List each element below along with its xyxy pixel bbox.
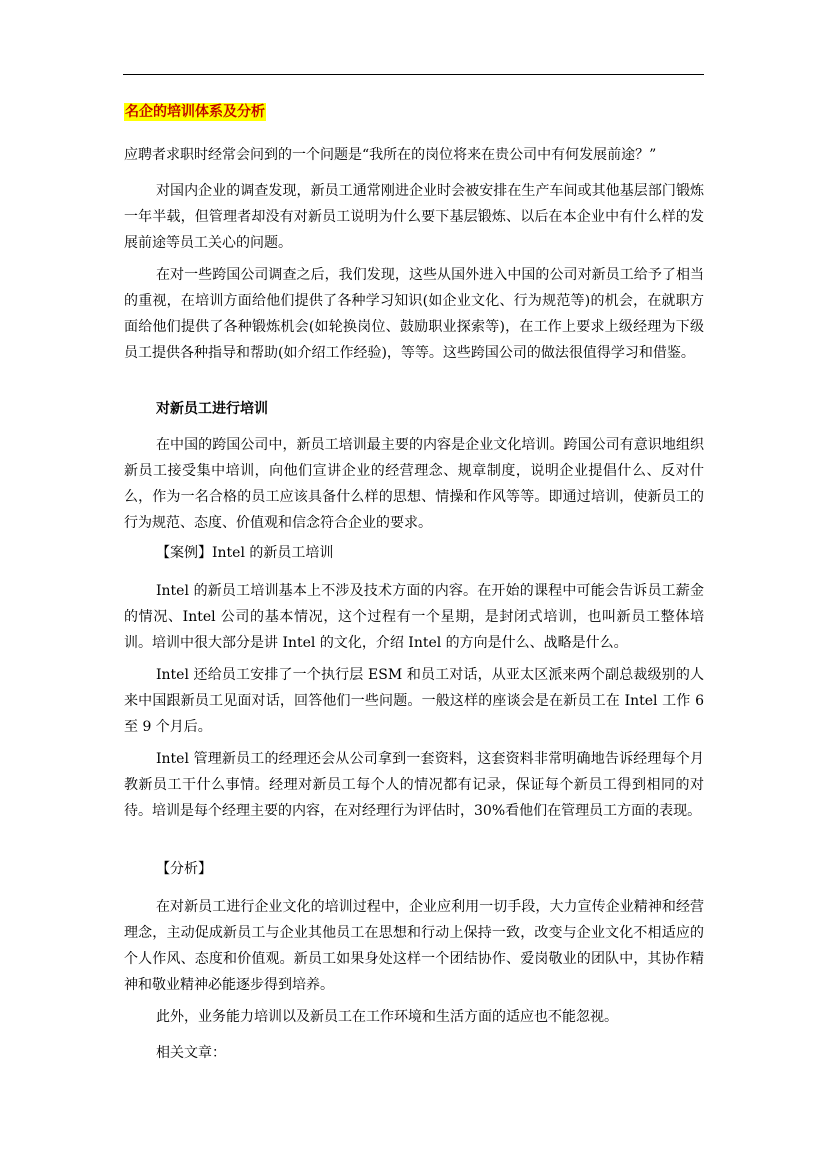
section-heading-new-employee-training: 对新员工进行培训 [156, 401, 268, 417]
header-rule [123, 74, 704, 75]
paragraph-multinational-survey: 在对一些跨国公司调查之后，我们发现，这些从国外进入中国的公司对新员工给予了相当的重视，在培训方面给他们提供了各种学习知识(如企业文化、行为规范等)的机会，在就职方面给他们提供了各种锻炼机会(如轮换岗位、鼓励职业探索等)，在工作上要求上级经理为下级员工提供各种指导和帮助(如介绍工作经验)，等等。这些跨国公司的做法很值得学习和借鉴。 [124, 267, 704, 361]
paragraph-analysis: 在对新员工进行企业文化的培训过程中，企业应利用一切手段，大力宣传企业精神和经营理念，主动促成新员工与企业其他员工在思想和行动上保持一致，改变与企业文化不相适应的个人作风、态度和价值观。新员工如果身处这样一个团结协作、爱岗敬业的团队中，其协作精神和敬业精神必能逐步得到培养。 [124, 899, 704, 993]
analysis-heading: 【分析】 [156, 861, 212, 877]
paragraph-culture-training: 在中国的跨国公司中，新员工培训最主要的内容是企业文化培训。跨国公司有意识地组织新员工接受集中培训，向他们宣讲企业的经营理念、规章制度，说明企业提倡什么、反对什么，作为一名合格的员工应该具备什么样的思想、情操和作风等等。即通过培训，使新员工的行为规范、态度、价值观和信念符合企业的要求。 [124, 437, 704, 531]
related-articles-label: 相关文章： [156, 1045, 226, 1061]
paragraph-domestic-survey: 对国内企业的调查发现，新员工通常刚进企业时会被安排在生产车间或其他基层部门锻炼一年半载，但管理者却没有对新员工说明为什么要下基层锻炼、以后在本企业中有什么样的发展前途等员工关心的问题。 [124, 183, 704, 251]
paragraph-intel-training: Intel 的新员工培训基本上不涉及技术方面的内容。在开始的课程中可能会告诉员工薪金的情况、Intel 公司的基本情况，这个过程有一个星期，是封闭式培训，也叫新员工整体培训。培训中很大部分是讲 Intel 的文化，介绍 Intel 的方向是什么、战略是什么。 [124, 583, 704, 651]
paragraph-other-adaptation: 此外，业务能力培训以及新员工在工作环境和生活方面的适应也不能忽视。 [156, 1009, 618, 1025]
paragraph-intel-managers: Intel 管理新员工的经理还会从公司拿到一套资料，这套资料非常明确地告诉经理每个月教新员工干什么事情。经理对新员工每个人的情况都有记录，保证每个新员工得到相同的对待。培训是每个经理主要的内容，在对经理行为评估时，30%看他们在管理员工方面的表现。 [124, 751, 704, 819]
case-heading: 【案例】Intel 的新员工培训 [156, 545, 334, 561]
paragraph-intel-esm: Intel 还给员工安排了一个执行层 ESM 和员工对话，从亚太区派来两个副总裁级别的人来中国跟新员工见面对话，回答他们一些问题。一般这样的座谈会是在新员工在 Intel 工作 6 至 9 个月后。 [124, 667, 704, 735]
intro-paragraph: 应聘者求职时经常会问到的一个问题是“我所在的岗位将来在贵公司中有何发展前途？” [124, 147, 657, 163]
document-title: 名企的培训体系及分析 [125, 104, 265, 120]
